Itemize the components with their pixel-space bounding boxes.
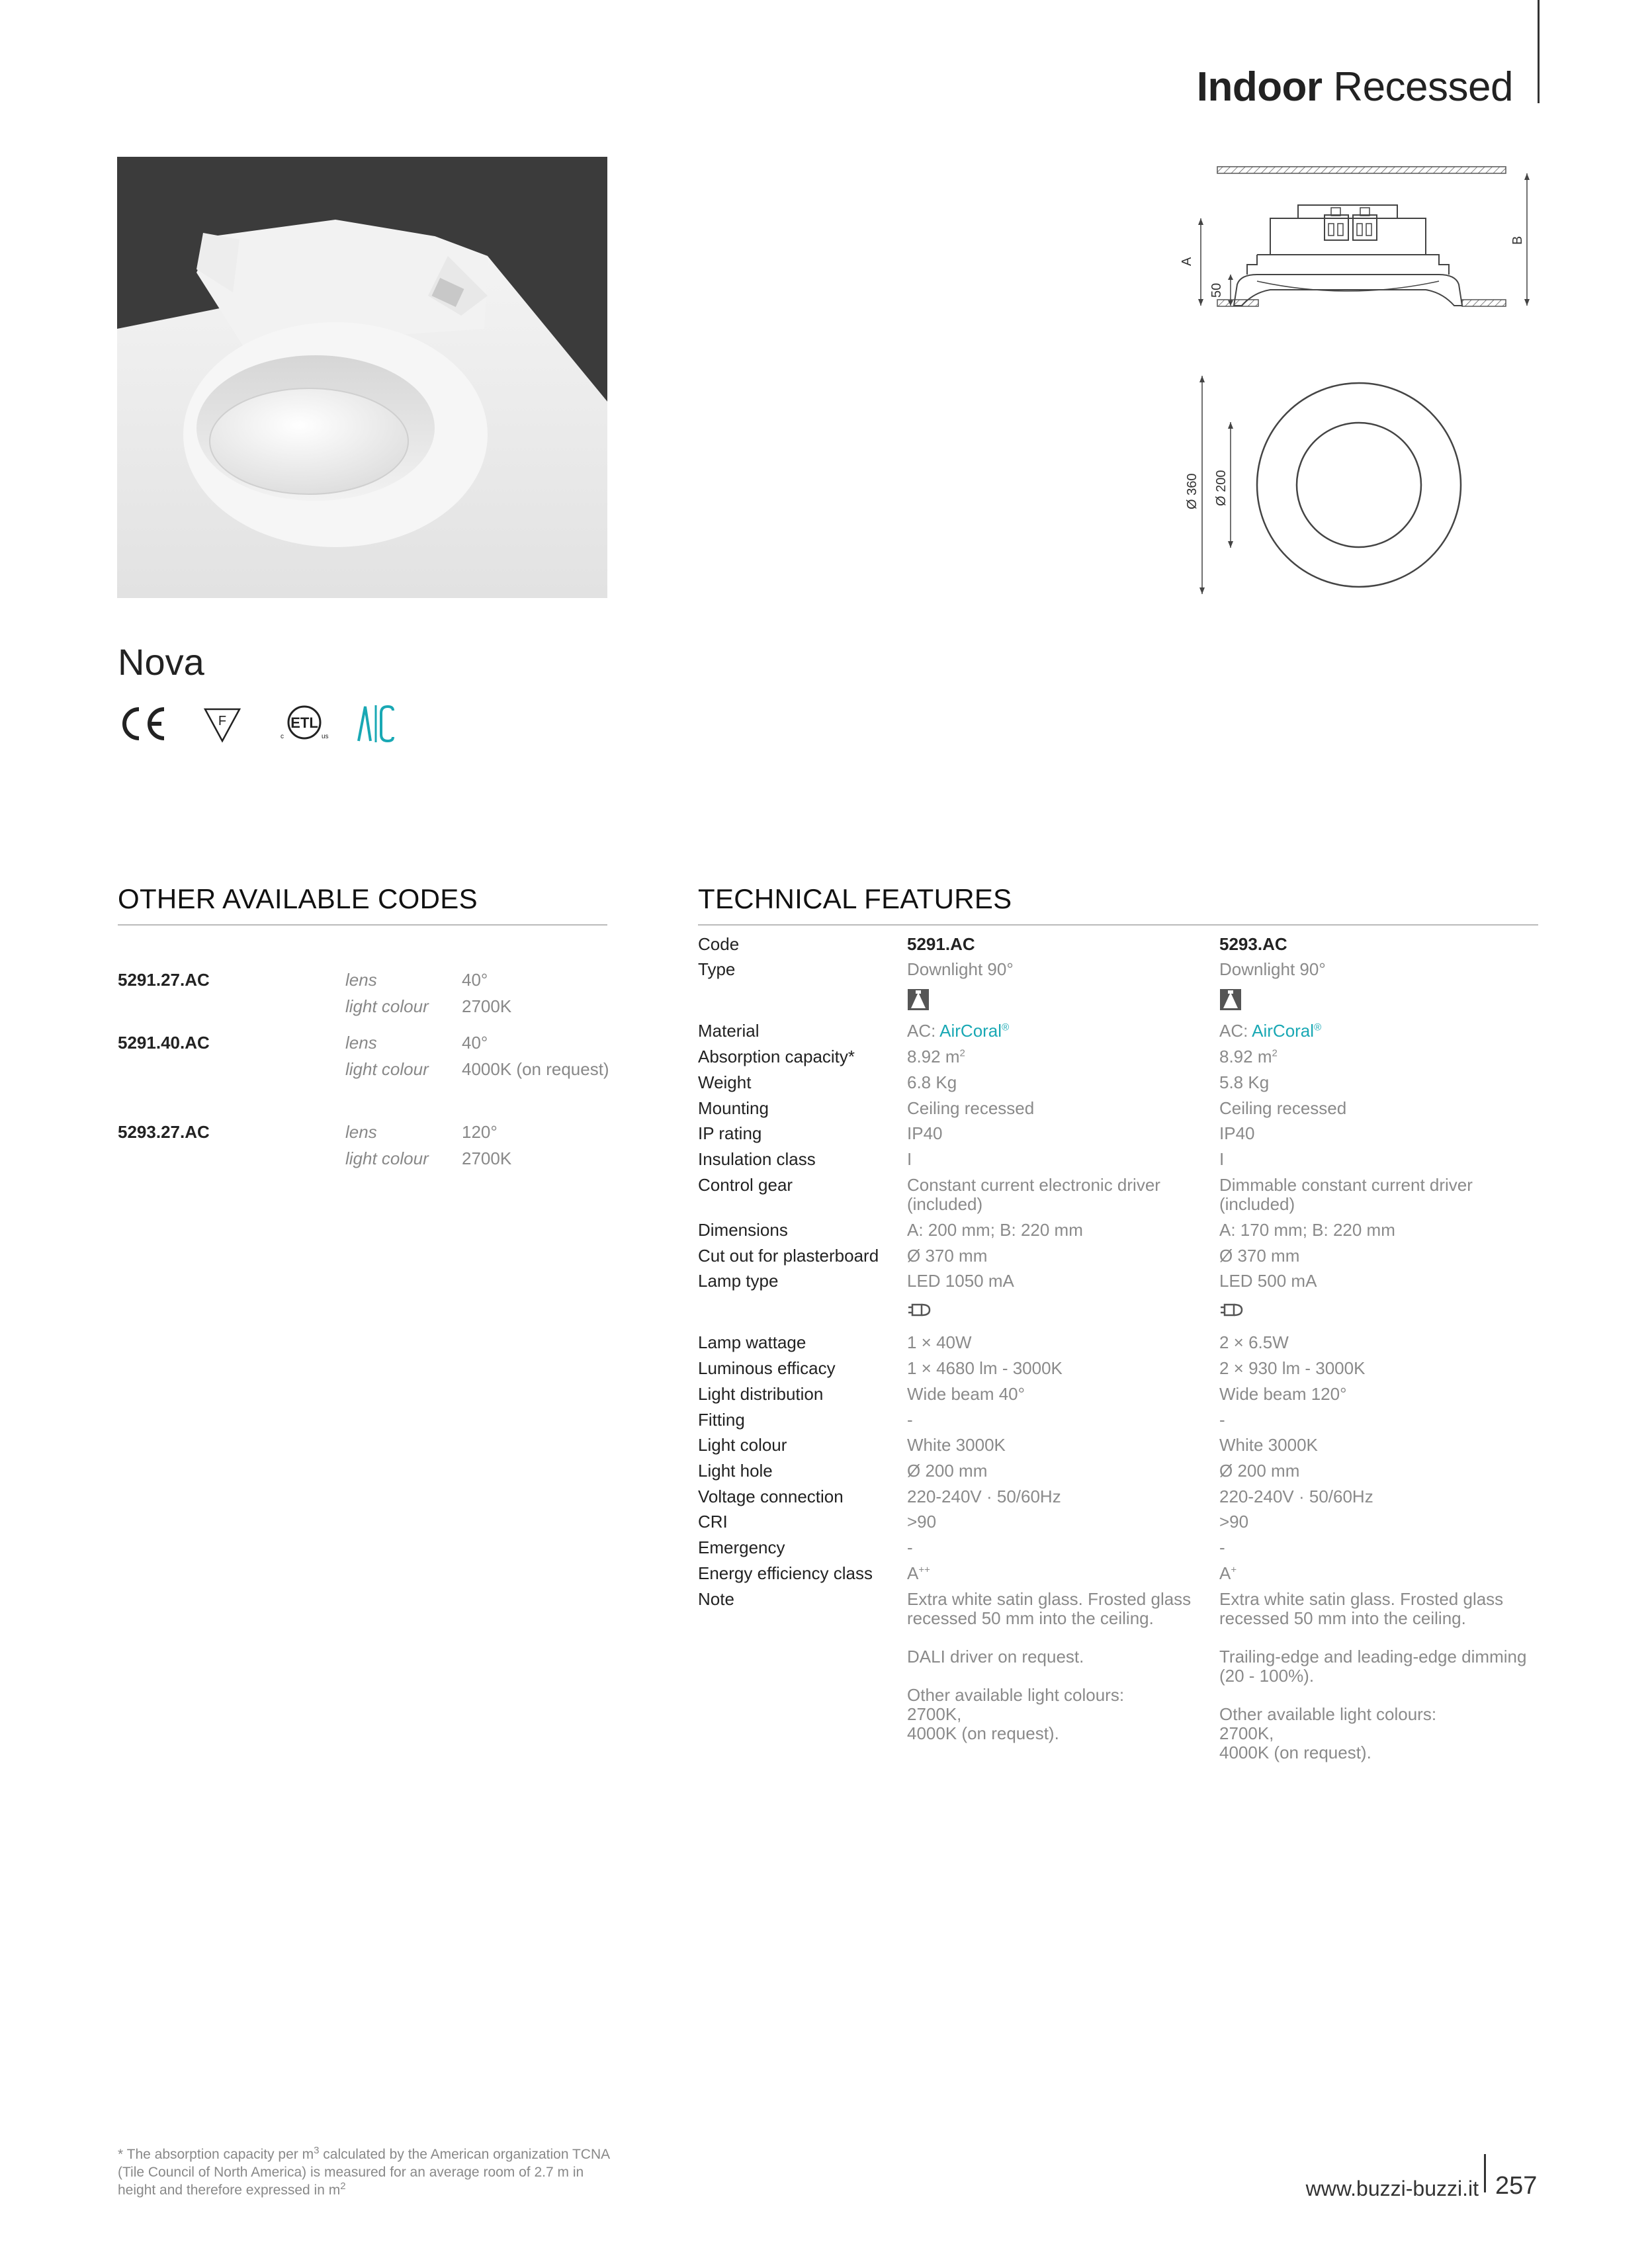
product-name: Nova [118,641,204,683]
svg-text:c: c [281,733,284,740]
dimension-50-label: 50 [1209,282,1224,298]
absorption-footnote: * The absorption capacity per $m^3$ calculated by the American organization TCNA (Tile Council of North America) is measured for an average room of 2.7 m in height and therefore expressed in $m^2$ [118,2145,609,2198]
col2-cutout: Ø 370 mm [1219,1246,1300,1266]
top-view-drawing [1185,376,1461,594]
col2-code: 5293.AC [1219,934,1287,954]
label-weight: Weight [698,1072,752,1092]
aircoral-mark-icon [356,704,396,747]
label-type: Type [698,959,736,979]
col1-voltage: 220-240V · 50/60Hz [907,1487,1061,1506]
side-view-drawing [1180,167,1530,306]
col1-mounting: Ceiling recessed [907,1098,1035,1118]
label-absorption: Absorption capacity* [698,1047,855,1066]
dimension-a-label: A [1180,257,1194,266]
diameter-200-label: Ø 200 [1214,470,1229,506]
col1-cri: >90 [907,1512,937,1532]
light-colour-label: light colour [345,1059,429,1079]
col1-emergency: - [907,1537,913,1557]
col1-note-line: Extra white satin glass. Frosted glass [907,1589,1192,1609]
label-dimensions: Dimensions [698,1220,788,1240]
label-material: Material [698,1021,760,1041]
col2-note-line: Trailing-edge and leading-edge dimming [1219,1647,1527,1666]
other-codes-rule [118,924,607,926]
col1-note-line: DALI driver on request. [907,1647,1084,1666]
lens-label: lens [345,970,377,990]
page-category-title [1197,64,1513,110]
col1-cutout: Ø 370 mm [907,1246,988,1266]
label-lamp-type: Lamp type [698,1271,779,1291]
col1-light-colour: White 3000K [907,1435,1006,1455]
website-link[interactable]: www.buzzi-buzzi.it [1305,2177,1479,2200]
technical-features-title: TECHNICAL FEATURES [698,883,1012,914]
col2-lamp-type: LED 500 mA [1219,1271,1317,1291]
col2-weight: 5.8 Kg [1219,1072,1270,1092]
light-colour-value: 2700K [462,996,512,1016]
other-code: 5293.27.AC [118,1122,210,1142]
label-fitting: Fitting [698,1410,745,1430]
f-mark-icon [202,707,242,747]
label-cutout: Cut out for plasterboard [698,1246,879,1266]
col1-fitting: - [907,1410,913,1430]
col1-weight: 6.8 Kg [907,1072,957,1092]
col2-fitting: - [1219,1410,1225,1430]
col2-light-colour: White 3000K [1219,1435,1318,1455]
col1-control-gear-note: (included) [907,1194,983,1214]
col1-code: 5291.AC [907,934,975,954]
col1-material: AC: AirCoral® [907,1021,1010,1041]
col1-note-line: recessed 50 mm into the ceiling. [907,1608,1154,1628]
downlight-icon [1219,988,1242,1014]
dimension-b-label: B [1510,236,1525,245]
col1-lamp-wattage: 1 × 40W [907,1332,972,1352]
label-energy-class: Energy efficiency class [698,1563,873,1583]
col1-control-gear: Constant current electronic driver [907,1175,1160,1195]
other-code: 5291.40.AC [118,1033,210,1053]
light-colour-label: light colour [345,1148,429,1168]
label-ip-rating: IP rating [698,1123,762,1143]
etl-listed-icon [274,700,333,750]
col1-energy-class: A++ [907,1563,930,1583]
light-colour-value: 4000K (on request) [462,1059,609,1079]
col2-mounting: Ceiling recessed [1219,1098,1347,1118]
lens-value: 40° [462,970,488,990]
header-rule [1538,0,1540,103]
ce-mark-icon [118,704,168,747]
label-mounting: Mounting [698,1098,769,1118]
label-light-hole: Light hole [698,1461,773,1481]
col1-ip-rating: IP40 [907,1123,943,1143]
col2-type: Downlight 90° [1219,959,1326,979]
col2-light-hole: Ø 200 mm [1219,1461,1300,1481]
col2-cri: >90 [1219,1512,1249,1532]
category-bold: Indoor [1196,64,1323,110]
svg-text:ETL: ETL [290,714,318,731]
svg-text:us: us [322,733,329,740]
col1-dimensions: A: 200 mm; B: 220 mm [907,1220,1083,1240]
label-emergency: Emergency [698,1537,785,1557]
col1-insulation: I [907,1149,912,1169]
label-insulation: Insulation class [698,1149,816,1169]
label-lamp-wattage: Lamp wattage [698,1332,806,1352]
col1-distribution: Wide beam 40° [907,1384,1025,1404]
lens-value: 40° [462,1033,488,1053]
col2-dimensions: A: 170 mm; B: 220 mm [1219,1220,1395,1240]
label-distribution: Light distribution [698,1384,824,1404]
col2-efficacy: 2 × 930 lm - 3000K [1219,1358,1366,1378]
label-note: Note [698,1589,734,1609]
lens-label: lens [345,1033,377,1053]
col1-lamp-type: LED 1050 mA [907,1271,1014,1291]
lens-label: lens [345,1122,377,1142]
svg-text:F: F [218,714,227,728]
col2-note-line: 4000K (on request). [1219,1743,1371,1762]
col2-control-gear: Dimmable constant current driver [1219,1175,1473,1195]
col2-note-line: recessed 50 mm into the ceiling. [1219,1608,1466,1628]
label-voltage: Voltage connection [698,1487,844,1506]
col1-note-line: 2700K, [907,1704,962,1724]
certification-marks [118,704,415,750]
col2-lamp-wattage: 2 × 6.5W [1219,1332,1289,1352]
col2-note-line: (20 - 100%). [1219,1666,1315,1686]
label-code: Code [698,934,740,954]
page-number-rule [1484,2154,1486,2192]
label-light-colour: Light colour [698,1435,787,1455]
col1-note-line: Other available light colours: [907,1685,1125,1705]
light-colour-label: light colour [345,996,429,1016]
col2-note-line: Extra white satin glass. Frosted glass [1219,1589,1504,1609]
col2-emergency: - [1219,1537,1225,1557]
col1-type: Downlight 90° [907,959,1014,979]
col2-distribution: Wide beam 120° [1219,1384,1347,1404]
led-icon [907,1301,934,1322]
downlight-icon [907,988,930,1014]
col1-light-hole: Ø 200 mm [907,1461,988,1481]
col2-material: AC: AirCoral® [1219,1021,1322,1041]
other-code: 5291.27.AC [118,970,210,990]
technical-drawing [1125,152,1548,615]
light-colour-value: 2700K [462,1148,512,1168]
other-codes-title: OTHER AVAILABLE CODES [118,883,478,914]
col2-absorption: 8.92 $m^2$ [1219,1047,1278,1066]
label-efficacy: Luminous efficacy [698,1358,836,1378]
col1-absorption: 8.92 $m^2$ [907,1047,965,1066]
col2-note-line: Other available light colours: [1219,1704,1437,1724]
col2-note-line: 2700K, [1219,1723,1274,1743]
label-cri: CRI [698,1512,728,1532]
col1-note-line: 4000K (on request). [907,1723,1059,1743]
led-icon [1219,1301,1246,1322]
col2-insulation: I [1219,1149,1225,1169]
lens-value: 120° [462,1122,498,1142]
category-light: Recessed [1333,64,1513,110]
col2-ip-rating: IP40 [1219,1123,1255,1143]
col2-energy-class: A+ [1219,1563,1237,1583]
product-photo [117,157,607,598]
col1-efficacy: 1 × 4680 lm - 3000K [907,1358,1063,1378]
page-number: 257 [1495,2172,1538,2200]
col2-voltage: 220-240V · 50/60Hz [1219,1487,1373,1506]
label-control-gear: Control gear [698,1175,793,1195]
diameter-360-label: Ø 360 [1185,473,1199,509]
technical-features-rule [698,924,1538,926]
col2-control-gear-note: (included) [1219,1194,1295,1214]
product-render-image [117,157,607,598]
